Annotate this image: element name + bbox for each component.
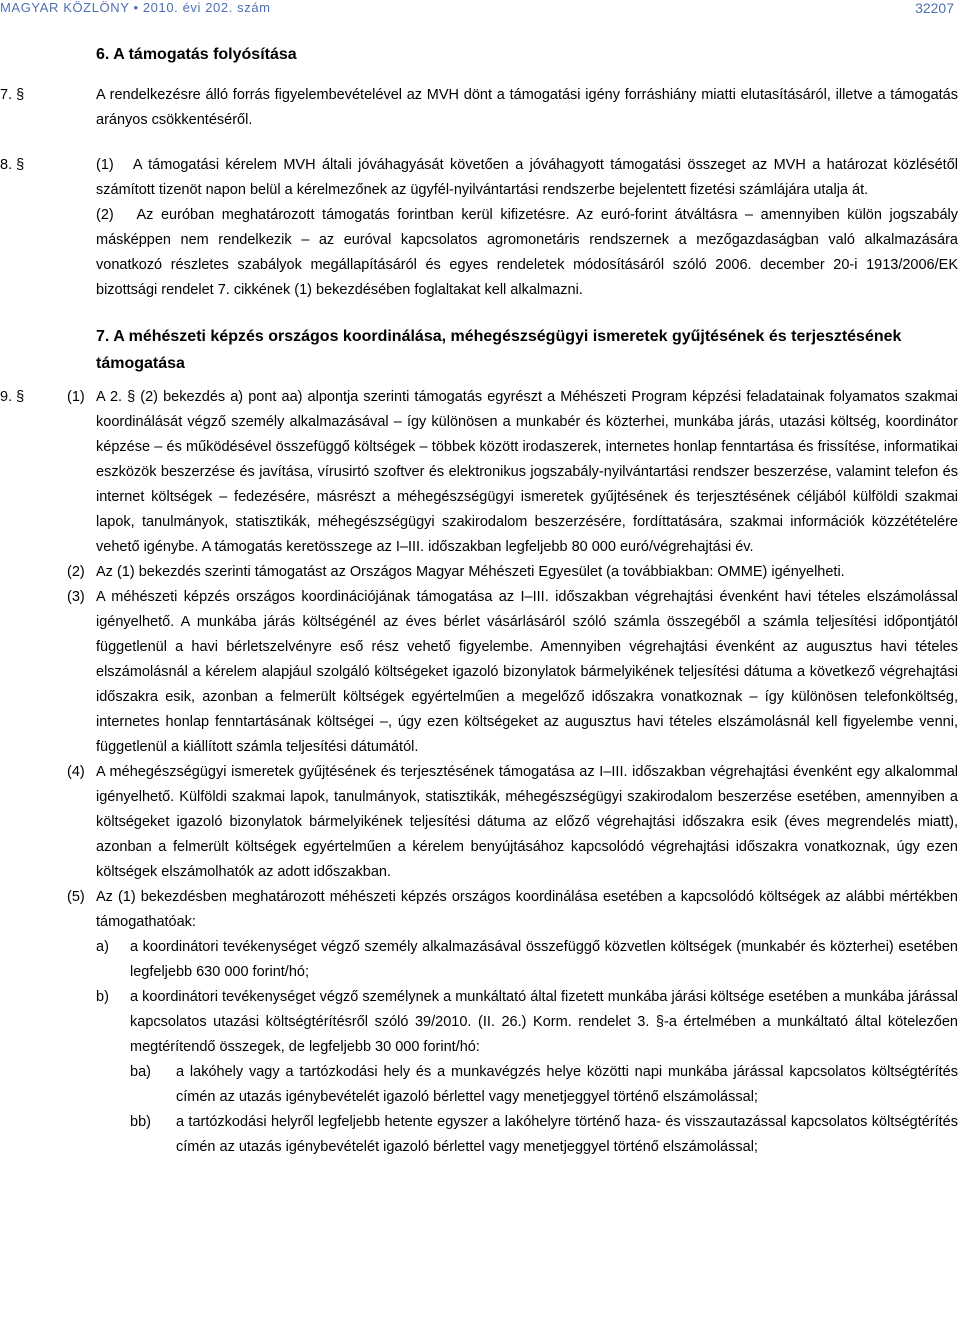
subpoint-label: ba) bbox=[130, 1064, 151, 1080]
paragraph-number: 9. § bbox=[0, 389, 25, 405]
subsection-label: (5) bbox=[67, 889, 85, 905]
section-heading-7: 7. A méhészeti képzés országos koordinálása, méhegészségügyi ismeretek gyűjtésének és terjesztésének támogatása bbox=[96, 328, 902, 372]
subsection-9-3 bbox=[0, 585, 958, 760]
subsection-text: Az (1) bekezdésben meghatározott méhészeti képzés országos koordinálása esetében a kapcsolódó költségek az alábbi mértékben támogathatóak: bbox=[96, 889, 958, 930]
paragraph-9 bbox=[0, 385, 958, 1160]
subsection-text: A 2. § (2) bekezdés a) pont aa) alpontja szerinti támogatás egyrészt a Méhészeti Program képzési feladatainak folyamatos szakmai koordinálását végző személy alkalmazásával – így különösen a munkabér és közterhei, munkába járás, utazási költség, koordinátor képzése – és működésével összefüggő költségek – többek között irodaszerek, internetes honlap fenntartása és frissítése, informatikai eszközök beszerzése és javítása, vírusirtó szoftver és elektronikus jogszabály-nyilvántartási rendszer beszerzése, valamint telefon és internet költségek – fedezésére, másrészt a méhegészségügyi ismeretek gyűjtésének és terjesztésének céljából külföldi szakmai lapok, tanulmányok, statisztikák, méhegészségügyi szakirodalom beszerzésére, fordíttatására, szakmai információk közzétételére vehető igénybe. A támogatás keretösszege az I–III. időszakban legfeljebb 80 000 euró/végrehajtási év. bbox=[96, 389, 958, 555]
subsection-label: (1) bbox=[67, 389, 85, 405]
paragraph-number: 7. § bbox=[0, 87, 25, 103]
point-b bbox=[0, 985, 958, 1060]
section-heading-6: 6. A támogatás folyósítása bbox=[96, 46, 297, 63]
subsection-text: A méhegészségügyi ismeretek gyűjtésének és terjesztésének támogatása az I–III. időszakban végrehajtási évenként egy alkalommal igényelhető. Külföldi szakmai lapok, tanulmányok, statisztikák, méhegészségügyi szakirodalom beszerzése esetében, amennyiben a költségeket igazoló bizonylatok bármelyikének teljesítési dátuma az előző végrehajtási időszakra esik (éves megrendelés miatt), azonban a felmerült költségek egyértelműen a kérelem benyújtásához kapcsolódó végrehajtási időszakra vonatkoznak, úgy ezen költségek elszámolhatók az adott időszakban. bbox=[96, 764, 958, 880]
subsection-8-1 bbox=[0, 153, 958, 203]
subsection-text: A támogatási kérelem MVH általi jóváhagyását követően a jóváhagyott támogatási összeget az MVH a határozat közlésétől számított tizenöt napon belül a kérelmezőnek az ügyfél-nyilvántartási rendszerbe bejelentett fizetési számlájára utalja át. bbox=[96, 157, 958, 198]
paragraph-number: 8. § bbox=[0, 157, 25, 173]
subsection-9-1 bbox=[0, 385, 958, 560]
point-text: a koordinátori tevékenységet végző személy alkalmazásával összefüggő közvetlen költségek (munkabér és közterhei) esetében legfeljebb 630 000 forint/hó; bbox=[130, 939, 958, 980]
subsection-9-2 bbox=[0, 560, 958, 585]
journal-title: MAGYAR KÖZLÖNY • 2010. évi 202. szám bbox=[0, 0, 271, 15]
subsection-label: (2) bbox=[67, 564, 85, 580]
subsection-label: (2) bbox=[96, 207, 114, 223]
page-number: 32207 bbox=[915, 0, 954, 16]
subpoint-label: bb) bbox=[130, 1114, 151, 1130]
paragraph-text: A rendelkezésre álló forrás figyelembevételével az MVH dönt a támogatási igény forráshiány miatti elutasításáról, illetve a támogatás arányos csökkentéséről. bbox=[96, 87, 958, 128]
document-body bbox=[0, 41, 958, 1160]
point-a bbox=[0, 935, 958, 985]
subpoint-ba bbox=[0, 1060, 958, 1110]
paragraph-7 bbox=[0, 83, 958, 133]
subsection-text: Az (1) bekezdés szerinti támogatást az Országos Magyar Méhészeti Egyesület (a továbbiakban: OMME) igényelheti. bbox=[96, 564, 845, 580]
point-label: b) bbox=[96, 989, 109, 1005]
point-text: a koordinátori tevékenységet végző személynek a munkáltató által fizetett munkába járási költsége esetében a munkába járással kapcsolatos utazási költségtérítésről szóló 39/2010. (II. 26.) Korm. rendelet 3. §-a értelmében a munkáltató által kötelezően megtérítendő összegek, de legfeljebb 30 000 forint/hó: bbox=[130, 989, 958, 1055]
paragraph-8 bbox=[0, 153, 958, 303]
point-label: a) bbox=[96, 939, 109, 955]
subsection-8-2 bbox=[0, 203, 958, 303]
subpoint-bb bbox=[0, 1110, 958, 1160]
subpoint-text: a lakóhely vagy a tartózkodási hely és a munkavégzés helye közötti napi munkába járással kapcsolatos költségtérítés címén az utazás igénybevételét igazoló bérlettel vagy menetjeggyel történő elszámolással; bbox=[176, 1064, 958, 1105]
subsection-label: (4) bbox=[67, 764, 85, 780]
subpoint-text: a tartózkodási helyről legfeljebb hetente egyszer a lakóhelyre történő haza- és visszautazással kapcsolatos költségtérítés címén az utazás igénybevételét igazoló bérlettel vagy menetjeggyel történő elszámolással; bbox=[176, 1114, 958, 1155]
subsection-9-5 bbox=[0, 885, 958, 935]
subsection-label: (3) bbox=[67, 589, 85, 605]
subsection-text: A méhészeti képzés országos koordinációjának támogatása az I–III. időszakban végrehajtási évenként havi tételes elszámolással igényelhető. A munkába járás költségénél az éves bérlet vásárlásáról szóló számla összegéből a számla teljesítési időpontjától függetlenül a havi bérletszelvényre eső rész vehető figyelembe. Amennyiben végrehajtási évenként az augusztus havi tételes elszámolásnál a kérelem alapjául szolgáló költségeket igazoló bizonylatok bármelyikének teljesítési dátuma a következő végrehajtási időszakra esik, azonban a felmerült költségek egyértelműen a megelőző időszakra vonatkoznak – így különösen telefonköltség, internetes honlap fenntartásának költségei –, úgy ezen költségeket az augusztus havi tételes elszámolásnál kell figyelembe venni, függetlenül a kiállított számla teljesítési dátumától. bbox=[96, 589, 958, 755]
subsection-text: Az euróban meghatározott támogatás forintban kerül kifizetésre. Az euró-forint átváltásra – amennyiben külön jogszabály másképpen nem rendelkezik – az euróval kapcsolatos agromonetáris rendszernek a mezőgazdaságban való alkalmazására vonatkozó részletes szabályok megállapításáról és egyes rendeletek módosításáról szóló 2006. december 20-i 1913/2006/EK bizottsági rendelet 7. cikkének (1) bekezdésében foglaltakat kell alkalmazni. bbox=[96, 207, 959, 298]
subsection-9-4 bbox=[0, 760, 958, 885]
subsection-label: (1) bbox=[96, 157, 114, 173]
page-header bbox=[0, 0, 960, 18]
